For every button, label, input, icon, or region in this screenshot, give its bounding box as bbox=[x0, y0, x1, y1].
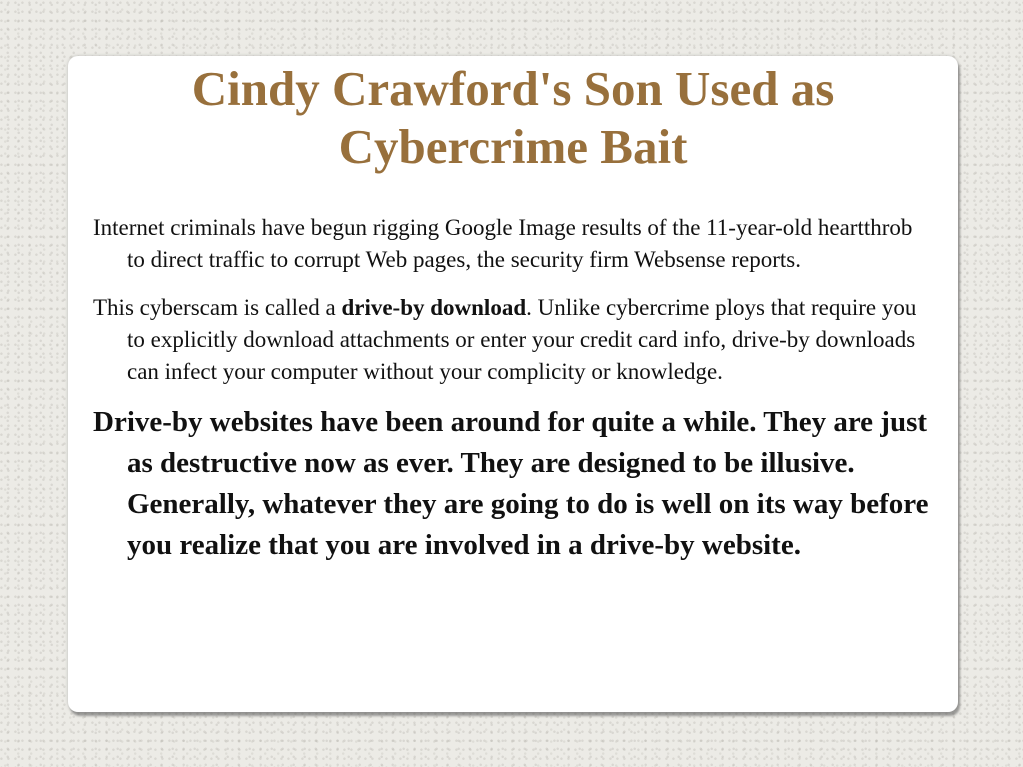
slide-body bbox=[93, 212, 933, 566]
drive-by-download-term: drive-by download bbox=[341, 295, 527, 320]
slide-title: Cindy Crawford's Son Used as Cybercrime Bait bbox=[191, 61, 835, 174]
paragraph-drive-by-download bbox=[93, 292, 933, 388]
paragraph-text-before: This cyberscam is called a bbox=[93, 295, 342, 320]
paragraph-internet-criminals: Internet criminals have begun rigging Google Image results of the 11-year-old heartthrob to direct traffic to corrupt Web pages, the security firm Websense reports. bbox=[93, 215, 913, 272]
paragraph-drive-by-websites: Drive-by websites have been around for quite a while. They are just as destructive now as ever. They are designed to be illusive. Generally, whatever they are going to do is well on its way before you realize that you are involved in a drive-by website. bbox=[93, 406, 929, 561]
paragraph-text-after: . Unlike cybercrime ploys that require you to explicitly download attachments or enter your credit card info, drive-by downloads can infect your computer without your complicity or knowledge. bbox=[127, 295, 917, 384]
